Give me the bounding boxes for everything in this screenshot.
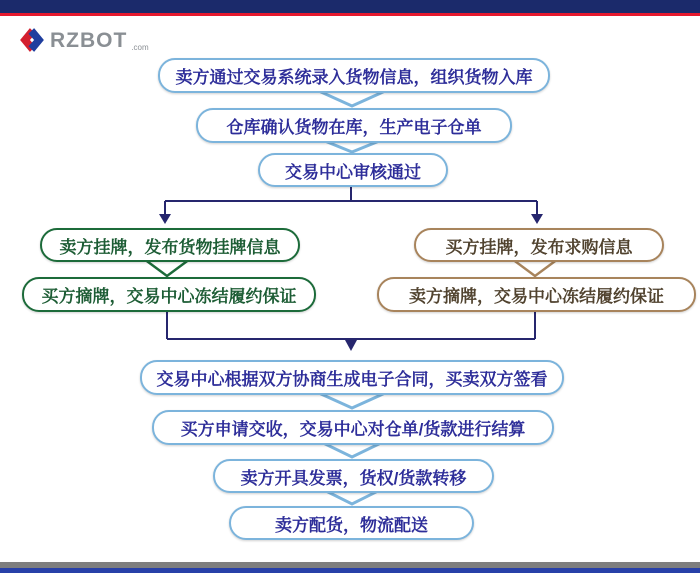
brand-suffix: .com <box>131 43 149 52</box>
node-settlement: 买方申请交收，交易中心对仓单/货款进行结算 <box>152 410 554 445</box>
brand-diamond-icon <box>18 26 46 54</box>
node-seller-input: 卖方通过交易系统录入货物信息，组织货物入库 <box>158 58 550 93</box>
node-contract-generate: 交易中心根据双方协商生成电子合同，买卖双方签看 <box>140 360 564 395</box>
node-buyer-delisting: 买方摘牌，交易中心冻结履约保证 <box>22 277 316 312</box>
node-seller-listing: 卖方挂牌，发布货物挂牌信息 <box>40 228 300 262</box>
arrowhead-left-branch <box>159 214 171 224</box>
arrowhead-right-branch <box>531 214 543 224</box>
brand-name: RZBOT <box>50 28 128 52</box>
node-delivery: 卖方配货，物流配送 <box>229 506 474 540</box>
node-invoice: 卖方开具发票，货权/货款转移 <box>213 459 494 493</box>
node-buyer-listing: 买方挂牌，发布求购信息 <box>414 228 664 262</box>
footer-blue-bar <box>0 568 700 573</box>
arrowhead-merge <box>345 340 357 351</box>
node-warehouse-confirm: 仓库确认货物在库，生产电子仓单 <box>196 108 512 143</box>
header-red-accent-bar <box>0 13 700 16</box>
connector-branch-split <box>165 183 537 215</box>
node-seller-delisting: 卖方摘牌，交易中心冻结履约保证 <box>377 277 696 312</box>
node-center-review: 交易中心审核通过 <box>258 153 448 187</box>
header-navy-bar <box>0 0 700 13</box>
brand-logo[interactable] <box>18 26 149 54</box>
connector-branch-merge <box>167 308 535 339</box>
